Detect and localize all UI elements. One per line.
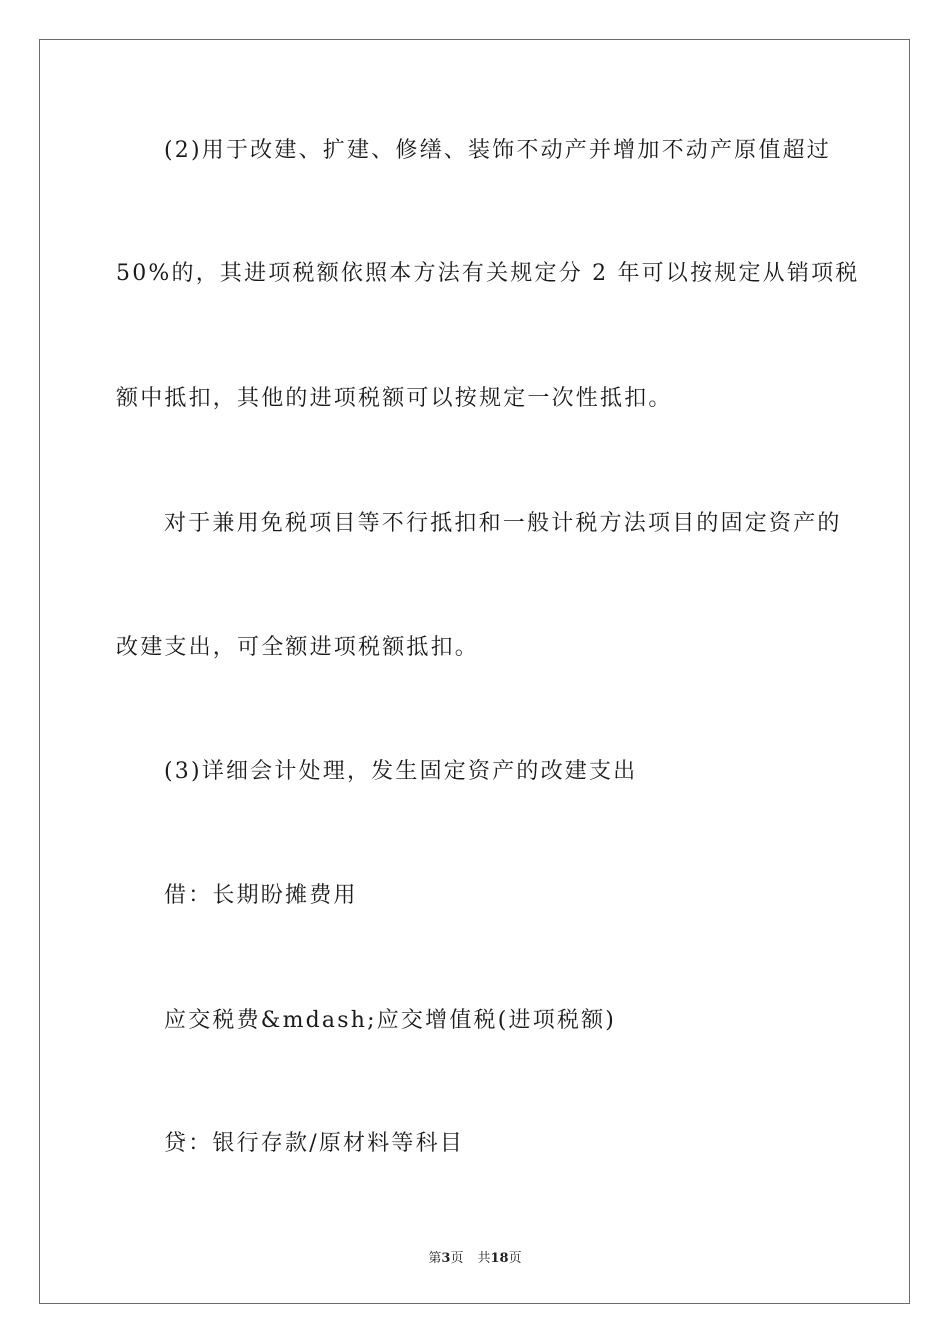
paragraph-line-1: (2)用于改建、扩建、修缮、装饰不动产并增加不动产原值超过 xyxy=(164,138,831,163)
page-footer xyxy=(0,1247,950,1266)
paragraph-line-6: (3)详细会计处理，发生固定资产的改建支出 xyxy=(164,759,638,784)
page-border xyxy=(39,39,910,1304)
page-suffix: 页 xyxy=(450,1251,464,1266)
total-suffix: 页 xyxy=(508,1251,522,1266)
journal-credit-line: 贷：银行存款/原材料等科目 xyxy=(164,1131,465,1156)
page-number: 3 xyxy=(441,1251,451,1266)
paragraph-line-4: 对于兼用免税项目等不行抵扣和一般计税方法项目的固定资产的 xyxy=(164,511,842,536)
journal-debit-line: 借：长期盼摊费用 xyxy=(164,883,358,908)
paragraph-line-3: 额中抵扣，其他的进项税额可以按规定一次性抵扣。 xyxy=(116,386,673,411)
page-prefix: 第 xyxy=(428,1251,442,1266)
paragraph-line-2: 50%的，其进项税额依照本方法有关规定分 2 年可以按规定从销项税 xyxy=(116,261,860,286)
total-prefix: 共 xyxy=(477,1251,491,1266)
total-pages: 18 xyxy=(490,1251,509,1266)
journal-vat-line: 应交税费&mdash;应交增值税(进项税额) xyxy=(164,1008,617,1033)
paragraph-line-5: 改建支出，可全额进项税额抵扣。 xyxy=(116,635,480,660)
